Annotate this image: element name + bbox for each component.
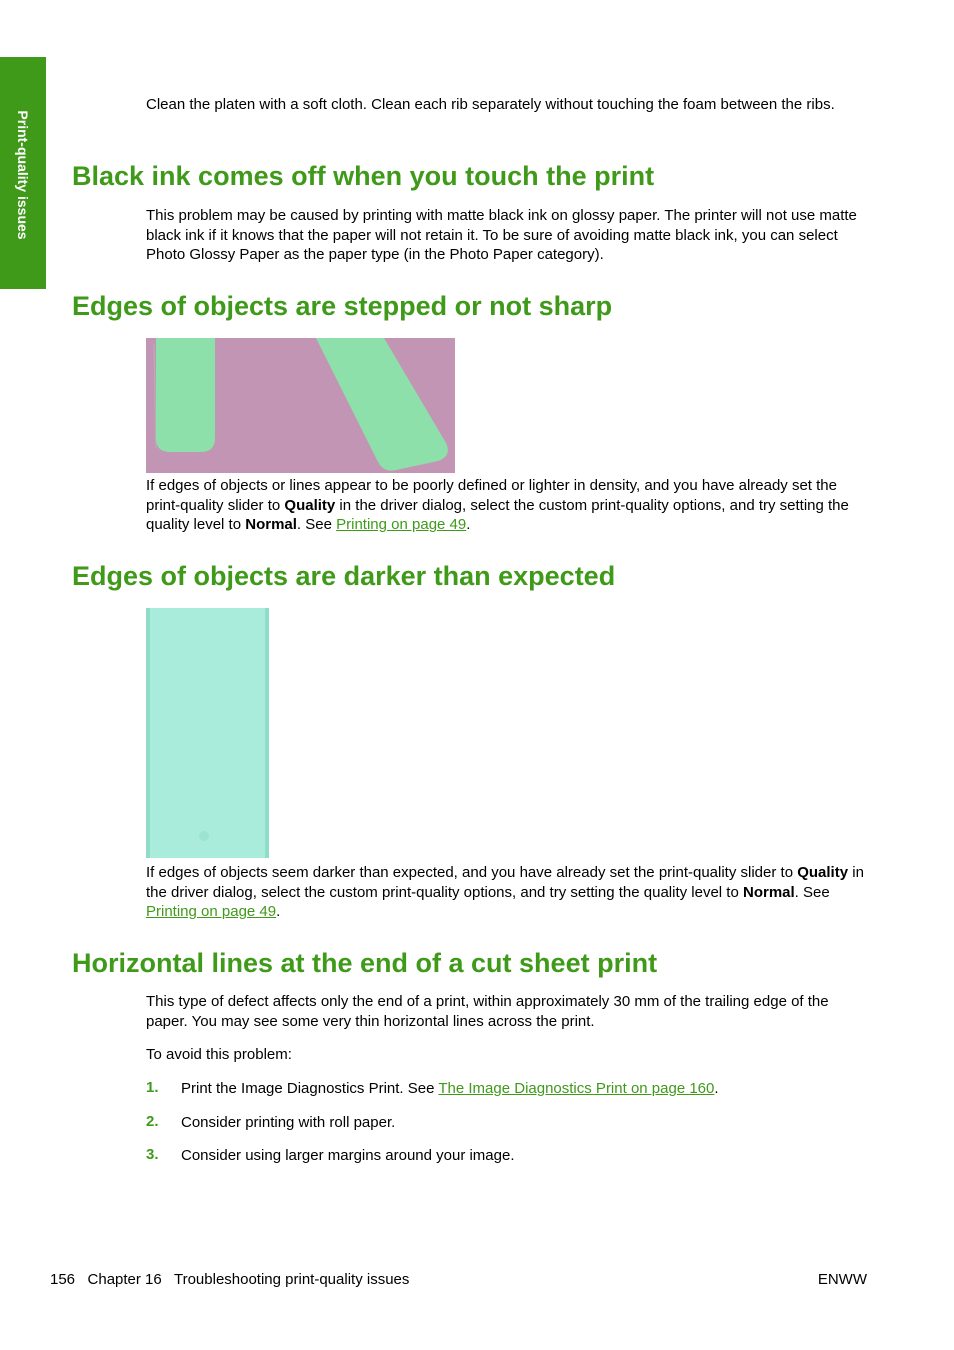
side-tab (0, 57, 46, 289)
step-number: 3. (146, 1146, 159, 1163)
quality-term: Quality (797, 864, 849, 881)
side-tab-label: Print-quality issues (15, 110, 31, 240)
darker-edges-paragraph: If edges of objects seem darker than expected, and you have already set the print-quality slider to Quality in the driver dialog, select the custom print-quality options, and try setting the quality level to Normal. See Printing on page 49. (146, 864, 864, 920)
darker-edges-image (146, 608, 269, 858)
stepped-edges-image (146, 338, 455, 473)
normal-term: Normal (245, 516, 297, 533)
avoid-label: To avoid this problem: (146, 1046, 292, 1063)
stepped-edges-figure (146, 338, 455, 473)
black-ink-paragraph: This problem may be caused by printing with matte black ink on glossy paper. The printer will not use matte black ink if it knows that the paper will not retain it. To be sure of avoiding matte black ink, you can select Photo Glossy Paper as the paper type (in the Photo Paper category). (146, 207, 857, 263)
step-item: Consider using larger margins around your image. (181, 1147, 515, 1164)
footer-left: 156 Chapter 16 Troubleshooting print-quality issues (50, 1271, 410, 1288)
heading-darker-edges: Edges of objects are darker than expected (72, 561, 616, 591)
heading-horizontal-lines: Horizontal lines at the end of a cut sheet print (72, 948, 658, 978)
stepped-edges-paragraph: If edges of objects or lines appear to be poorly defined or lighter in density, and you have already set the print-quality slider to Quality in the driver dialog, select the custom print-quality options, and try setting the quality level to Normal. See Printing on page 49. (146, 477, 849, 533)
step-number: 2. (146, 1113, 159, 1130)
intro-paragraph: Clean the platen with a soft cloth. Clean each rib separately without touching the foam between the ribs. (146, 96, 835, 113)
heading-black-ink: Black ink comes off when you touch the print (72, 161, 655, 191)
darker-edges-figure (146, 608, 269, 858)
footer-right: ENWW (817, 1271, 867, 1288)
printing-link[interactable]: Printing on page 49 (336, 516, 467, 533)
step-number: 1. (146, 1079, 159, 1096)
horizontal-lines-paragraph: This type of defect affects only the end of a print, within approximately 30 mm of the trailing edge of the paper. You may see some very thin horizontal lines across the print. (146, 993, 829, 1030)
step-item: Print the Image Diagnostics Print. See The Image Diagnostics Print on page 160. (181, 1080, 719, 1097)
quality-term: Quality (284, 496, 336, 514)
normal-term: Normal (742, 883, 795, 901)
step-item: Consider printing with roll paper. (181, 1114, 396, 1131)
printing-link[interactable]: Printing on page 49 (146, 903, 277, 920)
heading-stepped-edges: Edges of objects are stepped or not sharp (72, 291, 613, 321)
diagnostics-print-link[interactable]: The Image Diagnostics Print on page 160 (438, 1080, 715, 1097)
